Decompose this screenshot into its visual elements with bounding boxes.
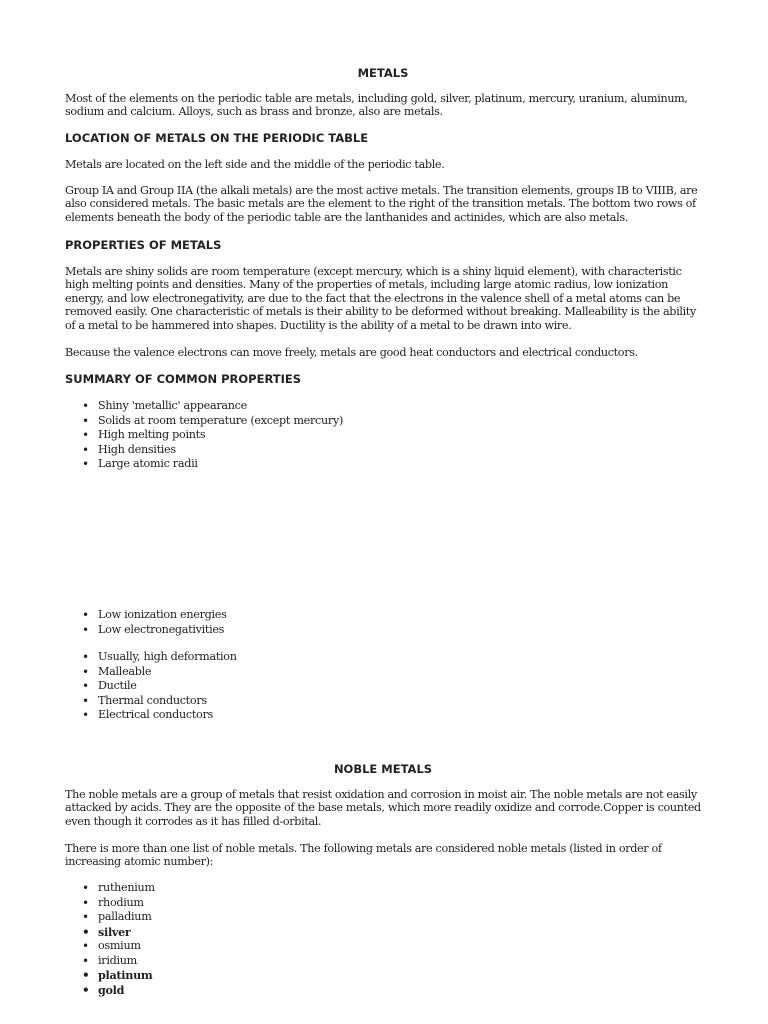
list-item: • Ductile <box>65 679 237 694</box>
list-item: • High densities <box>65 443 343 458</box>
title-noble-metals: NOBLE METALS <box>333 762 433 776</box>
list-item: • silver <box>65 925 155 940</box>
list-item: • gold <box>65 983 155 998</box>
heading-location: LOCATION OF METALS ON THE PERIODIC TABLE <box>65 131 369 145</box>
noble-paragraph-1: The noble metals are a group of metals that resist oxidation and corrosion in moist air. The noble metals are not easily attacked by acids. They are the opposite of the base metals, which more readily oxidize and corrode.Copper is counted even though it corrodes as it has filled d-orbital. <box>65 788 701 828</box>
summary-list-3 <box>65 650 237 723</box>
list-item: • Malleable <box>65 665 237 680</box>
heading-summary: SUMMARY OF COMMON PROPERTIES <box>65 372 302 386</box>
list-item: • Low ionization energies <box>65 608 227 623</box>
list-item: • Solids at room temperature (except mercury) <box>65 414 343 429</box>
title-metals: METALS <box>357 66 409 80</box>
location-paragraph-2: Group IA and Group IIA (the alkali metals) are the most active metals. The transition elements, groups IB to VIIIB, are also considered metals. The basic metals are the element to the right of the transition metals. The bottom two rows of elements beneath the body of the periodic table are the lanthanides and actinides, which are also metals. <box>65 184 698 224</box>
noble-metals-list <box>65 881 155 997</box>
properties-paragraph-1: Metals are shiny solids are room temperature (except mercury, which is a shiny liquid element), with characteristic high melting points and densities. Many of the properties of metals, including large atomic radius, low ionization energy, and low electronegativity, are due to the fact that the electrons in the valence shell of a metal atoms can be removed easily. One characteristic of metals is their ability to be deformed without breaking. Malleability is the ability of a metal to be hammered into shapes. Ductility is the ability of a metal to be drawn into wire. <box>65 265 696 332</box>
list-item: • rhodium <box>65 896 155 911</box>
list-item: • Low electronegativities <box>65 623 227 638</box>
list-item: • osmium <box>65 939 155 954</box>
list-item: • platinum <box>65 968 155 983</box>
list-item: • Electrical conductors <box>65 708 237 723</box>
list-item: • Large atomic radii <box>65 457 343 472</box>
list-item: • Thermal conductors <box>65 694 237 709</box>
list-item: • ruthenium <box>65 881 155 896</box>
heading-properties: PROPERTIES OF METALS <box>65 238 222 252</box>
list-item: • iridium <box>65 954 155 969</box>
list-item: • Usually, high deformation <box>65 650 237 665</box>
location-paragraph-1: Metals are located on the left side and the middle of the periodic table. <box>65 158 445 171</box>
list-item: • High melting points <box>65 428 343 443</box>
properties-paragraph-2: Because the valence electrons can move freely, metals are good heat conductors and electrical conductors. <box>65 346 638 359</box>
list-item: • palladium <box>65 910 155 925</box>
list-item: • Shiny 'metallic' appearance <box>65 399 343 414</box>
summary-list-1 <box>65 399 343 472</box>
summary-list-2 <box>65 608 227 637</box>
noble-paragraph-2: There is more than one list of noble metals. The following metals are considered noble metals (listed in order of increasing atomic number): <box>65 842 662 869</box>
intro-paragraph: Most of the elements on the periodic table are metals, including gold, silver, platinum, mercury, uranium, aluminum, sodium and calcium. Alloys, such as brass and bronze, also are metals. <box>65 92 688 119</box>
